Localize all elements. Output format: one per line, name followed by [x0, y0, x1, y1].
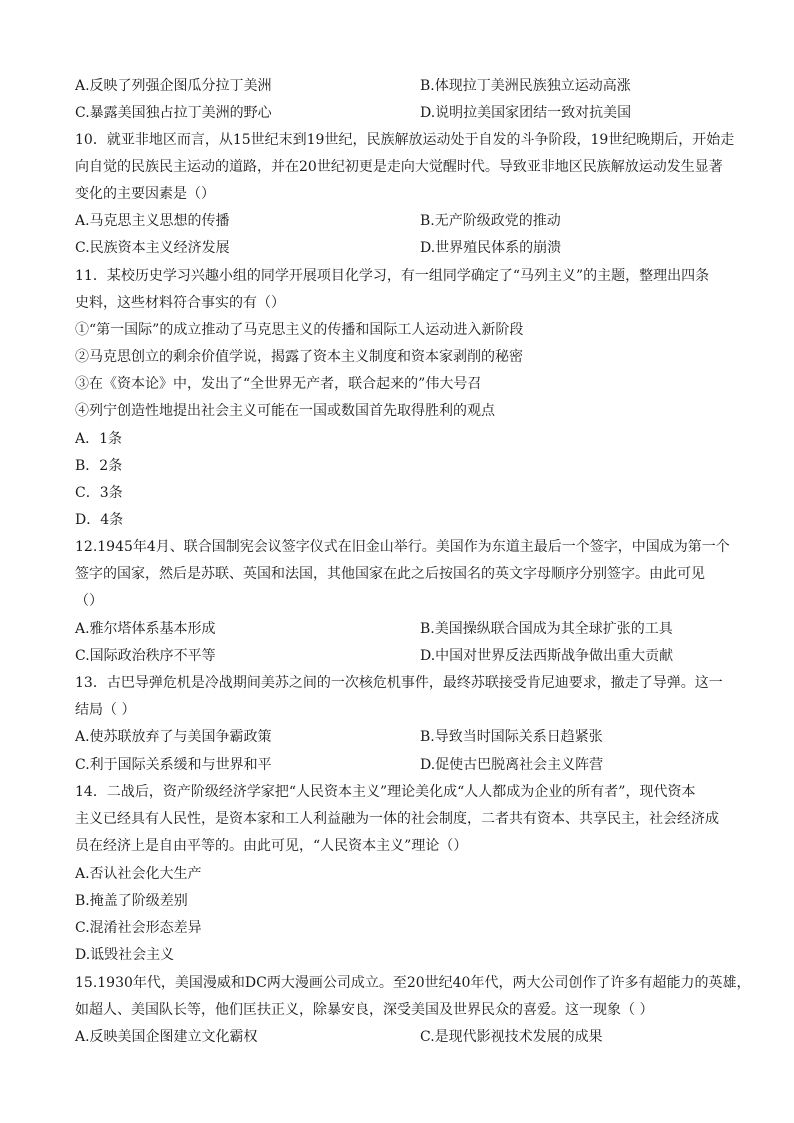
q10-options-row-2: [75, 239, 561, 257]
q9-option-a: A.反映了列强企图瓜分拉丁美洲: [75, 78, 272, 94]
q14-option-d: D.诋毁社会主义: [75, 947, 175, 963]
q13-option-c: C.利于国际关系缓和与世界和平: [75, 757, 272, 773]
q12-stem-line-1: 12.1945年4月、联合国制宪会议签字仪式在旧金山举行。美国作为东道主最后一个签字，中国成为第一个: [75, 539, 730, 555]
q10-option-a: A.马克思主义思想的传播: [75, 213, 230, 229]
q15-option-c: C.是现代影视技术发展的成果: [420, 1029, 603, 1045]
q11-stem-line-2: 史料，这些材料符合事实的有（）: [75, 295, 285, 311]
q13-option-b: B.导致当时国际关系日趋紧张: [420, 729, 603, 745]
q13-stem-line-1: 13．古巴导弹危机是冷战期间美苏之间的一次核危机事件，最终苏联接受肯尼迪要求，撤走了导弹。这一: [75, 675, 723, 691]
q14-stem-line-1: 14．二战后，资产阶级经济学家把“人民资本主义”理论美化成“人人都成为企业的所有者”，现代资本: [75, 784, 696, 800]
q15-option-a: A.反映美国企图建立文化霸权: [75, 1029, 258, 1045]
q10-option-d: D.世界殖民体系的崩溃: [420, 240, 562, 256]
q11-item-4: ④列宁创造性地提出社会主义可能在一国或数国首先取得胜利的观点: [75, 403, 495, 419]
q15-options-row-1: [75, 1028, 603, 1046]
q9-option-d: D.说明拉美国家团结一致对抗美国: [420, 105, 632, 121]
q13-option-a: A.使苏联放弃了与美国争霸政策: [75, 729, 272, 745]
q11-option-b: B．2条: [75, 458, 123, 474]
q10-option-b: B.无产阶级政党的推动: [420, 213, 561, 229]
q15-stem-line-1: 15.1930年代，美国漫威和DC两大漫画公司成立。至20世纪40年代，两大公司创作了许多有超能力的英雄，: [75, 975, 751, 991]
q9-options-row-2: [75, 104, 631, 122]
q10-stem-line-1: 10．就亚非地区而言，从15世纪末到19世纪，民族解放运动处于自发的斗争阶段，19世纪晚期后，开始走: [75, 132, 735, 148]
q9-option-c: C.暴露美国独占拉丁美洲的野心: [75, 105, 272, 121]
q10-options-row-1: [75, 212, 561, 230]
q9-option-b: B.体现拉丁美洲民族独立运动高涨: [420, 78, 631, 94]
q12-option-c: C.国际政治秩序不平等: [75, 648, 216, 664]
q13-options-row-1: [75, 728, 603, 746]
q14-stem-line-2: 主义已经具有人民性，是资本家和工人利益融为一体的社会制度，二者共有资本、共享民主，社会经济成: [75, 811, 719, 827]
q12-options-row-2: [75, 647, 673, 665]
q14-option-b: B.掩盖了阶级差别: [75, 893, 188, 909]
q10-option-c: C.民族资本主义经济发展: [75, 240, 230, 256]
q15-stem-line-2: 如超人、美国队长等，他们匡扶正义，除暴安良，深受美国及世界民众的喜爱。这一现象（ ）: [75, 1002, 654, 1018]
q13-stem-line-2: 结局（ ）: [75, 702, 136, 718]
q11-item-2: ②马克思创立的剩余价值学说，揭露了资本主义制度和资本家剥削的秘密: [75, 349, 523, 365]
q14-option-c: C.混淆社会形态差异: [75, 920, 202, 936]
q11-item-3: ③在《资本论》中，发出了“全世界无产者，联合起来的”伟大号召: [75, 376, 482, 392]
q12-stem-line-3: （）: [75, 593, 103, 609]
q13-option-d: D.促使古巴脱离社会主义阵营: [420, 757, 604, 773]
q11-option-a: A．1条: [75, 431, 123, 447]
q11-option-c: C．3条: [75, 485, 123, 501]
q14-option-a: A.否认社会化大生产: [75, 866, 202, 882]
q13-options-row-2: [75, 756, 603, 774]
q12-option-b: B.美国操纵联合国成为其全球扩张的工具: [420, 621, 673, 637]
q11-item-1: ①“第一国际”的成立推动了马克思主义的传播和国际工人运动进入新阶段: [75, 322, 524, 338]
q11-option-d: D．4条: [75, 512, 124, 528]
q12-option-a: A.雅尔塔体系基本形成: [75, 621, 216, 637]
q10-stem-line-3: 变化的主要因素是（）: [75, 186, 215, 202]
q9-options-row-1: [75, 77, 631, 95]
q10-stem-line-2: 向自觉的民族民主运动的道路，并在20世纪初更是走向大觉醒时代。导致亚非地区民族解放运动发生显著: [75, 159, 723, 175]
q12-option-d: D.中国对世界反法西斯战争做出重大贡献: [420, 648, 674, 664]
q12-stem-line-2: 签字的国家，然后是苏联、英国和法国，其他国家在此之后按国名的英文字母顺序分别签字。由此可见: [75, 566, 705, 582]
q14-stem-line-3: 员在经济上是自由平等的。由此可见，“人民资本主义”理论（）: [75, 838, 468, 854]
q11-stem-line-1: 11．某校历史学习兴趣小组的同学开展项目化学习，有一组同学确定了“马列主义”的主题，整理出四条: [75, 268, 710, 284]
q12-options-row-1: [75, 620, 673, 638]
